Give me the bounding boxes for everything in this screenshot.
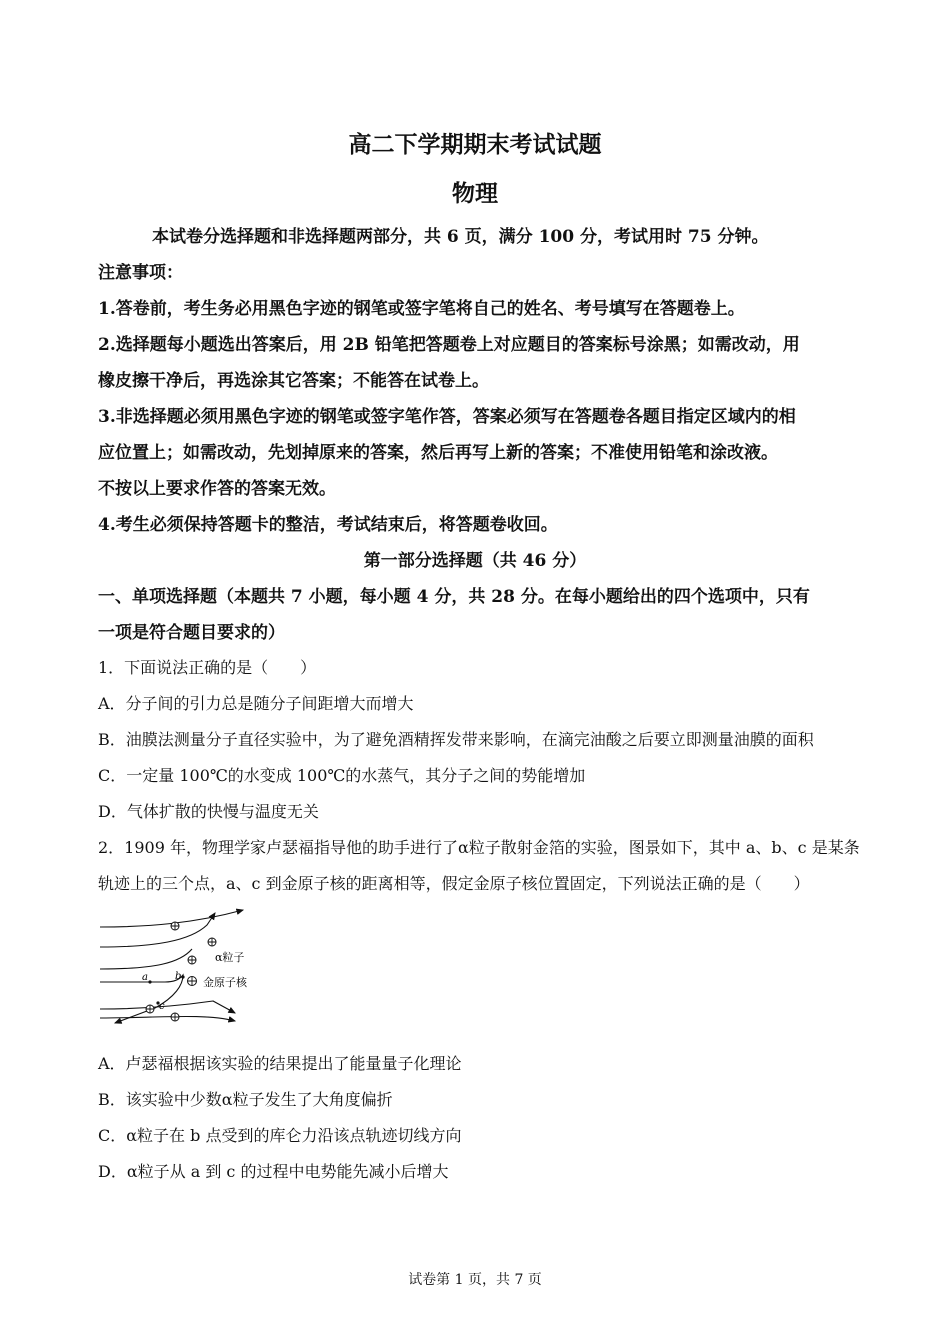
q1-option-c: C．一定量 100℃的水变成 100℃的水蒸气，其分子之间的势能增加 [98, 766, 586, 785]
trajectory-lower-near [100, 1001, 235, 1013]
note-4: 4.考生必须保持答题卡的整洁，考试结束后，将答题卷收回。 [98, 515, 558, 535]
alpha-particle-label: α粒子 [215, 951, 245, 964]
q1-option-b: B．油膜法测量分子直径实验中，为了避免酒精挥发带来影响，在滴完油酸之后要立即测量油膜的面积 [98, 730, 814, 749]
point-c-label: c [159, 1001, 165, 1012]
exam-title: 高二下学期期末考试试题 [348, 131, 602, 158]
q2-option-b: B．该实验中少数α粒子发生了大角度偏折 [98, 1090, 393, 1109]
section-heading-line-2: 一项是符合题目要求的） [98, 623, 285, 643]
gold-nucleus-label: 金原子核 [203, 976, 247, 989]
note-2-line-2: 橡皮擦干净后，再选涂其它答案；不能答在试卷上。 [98, 371, 489, 391]
intro-text: 本试卷分选择题和非选择题两部分，共 6 页，满分 100 分，考试用时 75 分钟。 [152, 227, 769, 247]
trajectory-bottom [100, 1016, 235, 1021]
subject-title: 物理 [452, 180, 498, 207]
point-b-label: b [175, 971, 182, 982]
q1-stem: 1．下面说法正确的是（ ） [98, 658, 317, 677]
section-heading-line-1: 一、单项选择题（本题共 7 小题，每小题 4 分，共 28 分。在每小题给出的四个选项中，只有 [98, 587, 810, 607]
note-1: 1.答卷前，考生务必用黑色字迹的钢笔或签字笔将自己的姓名、考号填写在答题卷上。 [98, 299, 745, 319]
q1-option-d: D．气体扩散的快慢与温度无关 [98, 802, 319, 821]
q2-option-c: C．α粒子在 b 点受到的库仑力沿该点轨迹切线方向 [98, 1126, 462, 1145]
note-3-line-1: 3.非选择题必须用黑色字迹的钢笔或签字笔作答，答案必须写在答题卷各题目指定区域内的相 [98, 407, 796, 427]
trajectory-deflected-upper [100, 913, 215, 947]
q2-stem-line-2: 轨迹上的三个点，a、c 到金原子核的距离相等，假定金原子核位置固定，下列说法正确的是（ ） [98, 874, 810, 893]
trajectory-upper-near [100, 949, 192, 969]
notes-heading: 注意事项： [98, 263, 183, 283]
note-3-line-2: 应位置上；如需改动，先划掉原来的答案，然后再写上新的答案；不准使用铅笔和涂改液。 [98, 443, 778, 463]
q1-option-a: A．分子间的引力总是随分子间距增大而增大 [98, 694, 414, 713]
note-2-line-1: 2.选择题每小题选出答案后，用 2B 铅笔把答题卷上对应题目的答案标号涂黑；如需改动，用 [98, 335, 800, 355]
q2-option-d: D．α粒子从 a 到 c 的过程中电势能先减小后增大 [98, 1162, 449, 1181]
page-footer: 试卷第 1 页，共 7 页 [408, 1272, 542, 1288]
note-3-line-3: 不按以上要求作答的答案无效。 [98, 479, 336, 499]
q2-option-a: A．卢瑟福根据该实验的结果提出了能量量子化理论 [98, 1054, 462, 1073]
alpha-scattering-figure [95, 905, 270, 1030]
part1-title: 第一部分选择题（共 46 分） [363, 551, 587, 571]
q2-stem-line-1: 2．1909 年，物理学家卢瑟福指导他的助手进行了α粒子散射金箔的实验，图景如下，其中 a、b、c 是某条 [98, 838, 860, 857]
point-a-label: a [142, 972, 148, 983]
